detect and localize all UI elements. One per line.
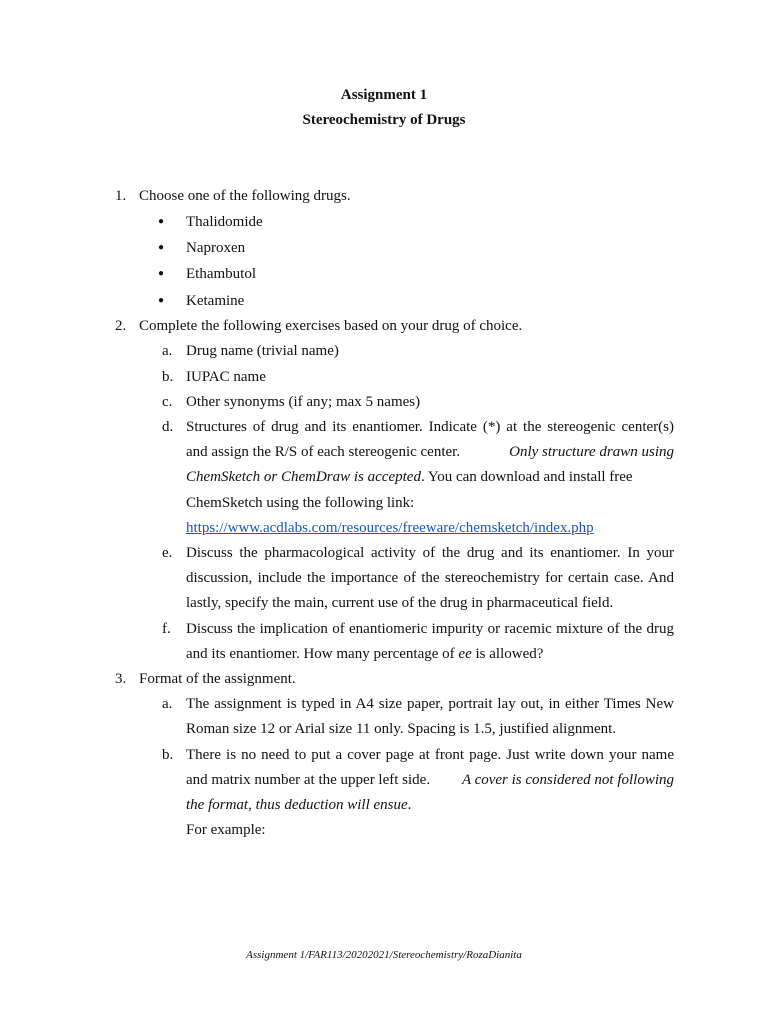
item-2-number: 2. — [115, 318, 127, 334]
subitem-text-line: lastly, specify the main, current use of the drug in pharmaceutical field. — [186, 595, 614, 611]
subitem-label: a. — [162, 343, 173, 359]
subitem-text-line — [186, 645, 543, 663]
plain-text: . You can download and install free — [420, 469, 633, 485]
subitem-text: IUPAC name — [186, 369, 266, 385]
bullet-icon: ● — [158, 295, 165, 306]
subitem-label: f. — [162, 621, 171, 637]
drug-option: Naproxen — [186, 240, 246, 256]
bullet-icon: ● — [158, 242, 165, 253]
subitem-label: d. — [162, 419, 174, 435]
plain-text: and matrix number at the upper left side. — [186, 772, 431, 788]
italic-text: ChemSketch or ChemDraw is accepted — [186, 469, 421, 485]
subitem-text-line: ChemSketch using the following link: — [186, 495, 415, 511]
drug-option: Thalidomide — [186, 214, 263, 230]
italic-text: the format, thus deduction will ensue — [186, 797, 408, 813]
subitem-text-line: Discuss the implication of enantiomeric impurity or racemic mixture of the drug — [186, 621, 674, 637]
subitem-text-line: For example: — [186, 822, 266, 838]
plain-text: and assign the R/S of each stereogenic center. — [186, 444, 461, 460]
plain-text: is allowed? — [475, 646, 544, 662]
page-footer: Assignment 1/FAR113/20202021/Stereochemistry/RozaDianita — [246, 949, 522, 961]
subitem-text: Other synonyms (if any; max 5 names) — [186, 394, 421, 410]
subitem-label: a. — [162, 696, 173, 712]
assignment-subtitle: Stereochemistry of Drugs — [302, 112, 466, 128]
italic-text: ee — [458, 646, 472, 662]
item-3-number: 3. — [115, 671, 127, 687]
drug-option: Ethambutol — [186, 266, 256, 282]
subitem-text-line: Roman size 12 or Arial size 11 only. Spacing is 1.5, justified alignment. — [186, 721, 617, 737]
subitem-label: c. — [162, 394, 173, 410]
subitem-text-line — [186, 771, 674, 789]
subitem-label: b. — [162, 369, 174, 385]
subitem-text-line: There is no need to put a cover page at front page. Just write down your name — [186, 747, 674, 763]
subitem-text-line: Discuss the pharmacological activity of the drug and its enantiomer. In your — [186, 545, 674, 561]
bullet-icon: ● — [158, 216, 165, 227]
subitem-text-line — [186, 443, 674, 461]
subitem-text-line: The assignment is typed in A4 size paper, portrait lay out, in either Times New — [186, 696, 674, 712]
subitem-text-line: discussion, include the importance of the stereochemistry for certain case. And — [186, 570, 674, 586]
italic-text: A cover is considered not following — [461, 772, 674, 788]
subitem-text-line — [186, 796, 411, 814]
plain-text: and its enantiomer. How many percentage of — [186, 646, 455, 662]
subitem-label: e. — [162, 545, 173, 561]
drug-option: Ketamine — [186, 293, 245, 309]
bullet-icon: ● — [158, 268, 165, 279]
subitem-text-line: Structures of drug and its enantiomer. Indicate (*) at the stereogenic center(s) — [186, 419, 674, 435]
item-1-number: 1. — [115, 188, 127, 204]
subitem-label: b. — [162, 747, 174, 763]
assignment-title: Assignment 1 — [340, 87, 428, 103]
italic-text: Only structure drawn using — [509, 444, 674, 460]
subitem-text: Drug name (trivial name) — [186, 343, 339, 359]
plain-text: . — [407, 797, 412, 813]
subitem-text-line — [186, 468, 674, 486]
item-3-text: Format of the assignment. — [139, 671, 296, 687]
chemsketch-download-link[interactable]: https://www.acdlabs.com/resources/freeware/chemsketch/index.php — [186, 520, 594, 536]
item-1-text: Choose one of the following drugs. — [139, 188, 351, 204]
item-2-text: Complete the following exercises based on your drug of choice. — [139, 318, 523, 334]
